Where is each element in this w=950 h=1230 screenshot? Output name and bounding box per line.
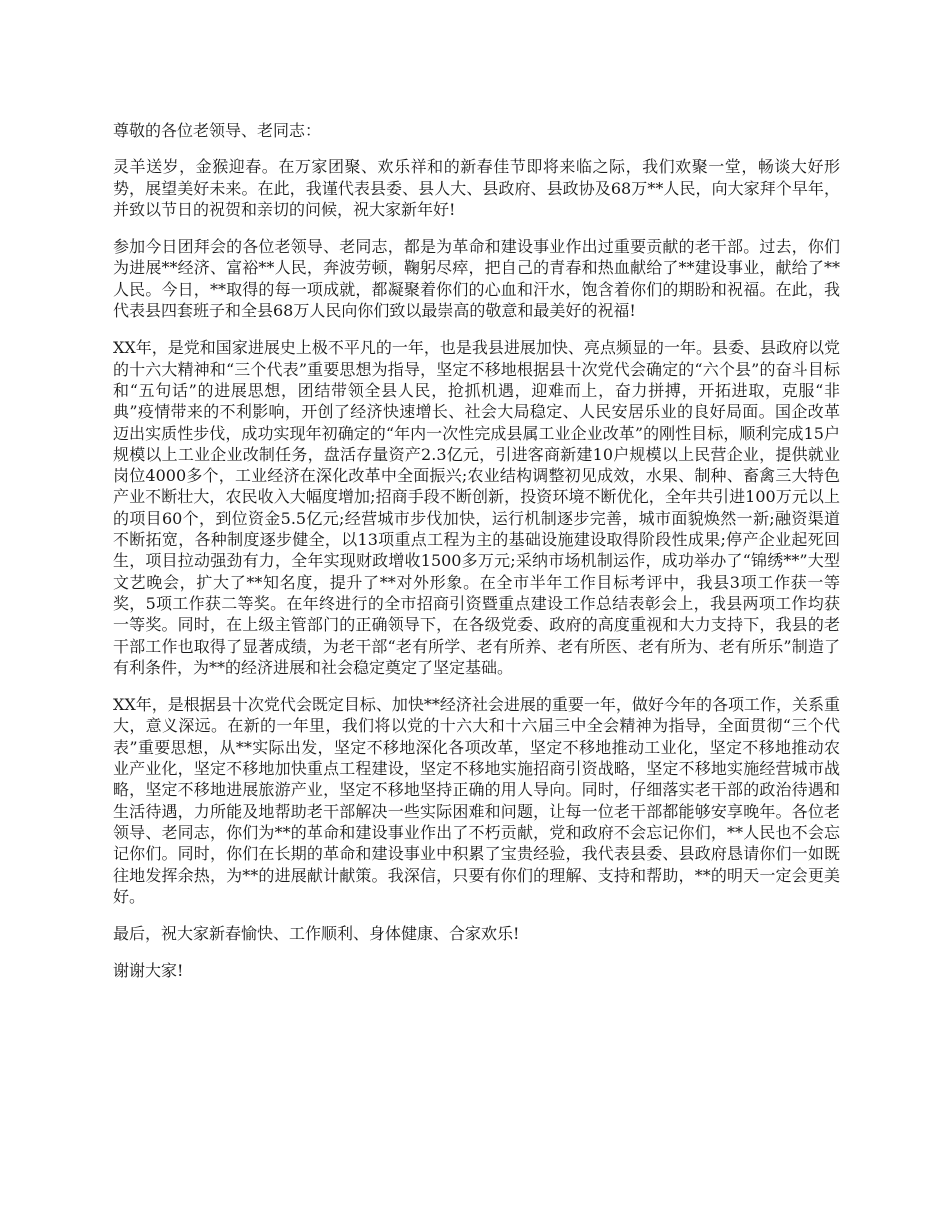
salutation: 尊敬的各位老领导、老同志： xyxy=(113,121,322,140)
paragraph-greeting: 灵羊送岁，金猴迎春。在万家团聚、欢乐祥和的新春佳节即将来临之际，我们欢聚一堂，畅谈大好形势，展望美好未来。在此，我谨代表县委、县人大、县政府、县政协及68万**人民，向大家拜个早年，并致以节日的祝贺和亲切的问候，祝大家新年好! xyxy=(113,157,840,219)
paragraph-outlook: XX年，是根据县十次党代会既定目标、加快**经济社会进展的重要一年，做好今年的各项工作，关系重大，意义深远。在新的一年里，我们将以党的十六大和十六届三中全会精神为指导，全面贯彻“三个代表”重要思想，从**实际出发，坚定不移地深化各项改革，坚定不移地推动工业化，坚定不移地推动农业产业化，坚定不移地加快重点工程建设，坚定不移地实施招商引资战略，坚定不移地实施经营城市战略，坚定不移地进展旅游产业，坚定不移地坚持正确的用人导向。同时，仔细落实老干部的政治待遇和生活待遇，力所能及地帮助老干部解决一些实际困难和问题，让每一位老干部都能够安享晚年。各位老领导、老同志，你们为**的革命和建设事业作出了不朽贡献，党和政府不会忘记你们，**人民也不会忘记你们。同时，你们在长期的革命和建设事业中积累了宝贵经验，我代表县委、县政府恳请你们一如既往地发挥余热，为**的进展献计献策。我深信，只要有你们的理解、支持和帮助，**的明天一定会更美好。 xyxy=(113,695,840,906)
paragraph-thanks: 谢谢大家! xyxy=(113,961,184,981)
paragraph-tribute: 参加今日团拜会的各位老领导、老同志，都是为革命和建设事业作出过重要贡献的老干部。过去，你们为进展**经济、富裕**人民，奔波劳顿，鞠躬尽瘁，把自己的青春和热血献给了**建设事业，献给了**人民。今日，**取得的每一项成就，都凝聚着你们的心血和汗水，饱含着你们的期盼和祝福。在此，我代表县四套班子和全县68万人民向你们致以最崇高的敬意和最美好的祝福! xyxy=(113,237,840,321)
document-body xyxy=(113,120,840,998)
paragraph-wishes: 最后，祝大家新春愉快、工作顺利、身体健康、合家欢乐! xyxy=(113,924,520,944)
paragraph-review: XX年，是党和国家进展史上极不平凡的一年，也是我县进展加快、亮点频显的一年。县委、县政府以党的十六大精神和“三个代表”重要思想为指导，坚定不移地根据县十次党代会确定的“六个县”的奋斗目标和“五句话”的进展思想，团结带领全县人民，抢抓机遇，迎难而上，奋力拼搏，开拓进取，克服“非典”疫情带来的不利影响，开创了经济快速增长、社会大局稳定、人民安居乐业的良好局面。国企改革迈出实质性步伐，成功实现年初确定的“年内一次性完成县属工业企业改革”的刚性目标，顺利完成15户规模以上工业企业改制任务，盘活存量资产2.3亿元，引进客商新建10户规模以上民营企业，提供就业岗位4000多个，工业经济在深化改革中全面振兴;农业结构调整初见成效，水果、制种、畜禽三大特色产业不断壮大，农民收入大幅度增加;招商手段不断创新，投资环境不断优化，全年共引进100万元以上的项目60个，到位资金5.5亿元;经营城市步伐加快，运行机制逐步完善，城市面貌焕然一新;融资渠道不断拓宽，各种制度逐步健全，以13项重点工程为主的基础设施建设取得阶段性成果;停产企业起死回生，项目拉动强劲有力，全年实现财政增收1500多万元;采纳市场机制运作，成功举办了“锦绣**”大型文艺晚会，扩大了**知名度，提升了**对外形象。在全市半年工作目标考评中，我县3项工作获一等奖，5项工作获二等奖。在年终进行的全市招商引资暨重点建设工作总结表彰会上，我县两项工作均获一等奖。同时，在上级主管部门的正确领导下，在各级党委、政府的高度重视和大力支持下，我县的老干部工作也取得了显著成绩，为老干部“老有所学、老有所养、老有所医、老有所为、老有所乐”制造了有利条件，为**的经济进展和社会稳定奠定了坚定基础。 xyxy=(113,338,840,677)
